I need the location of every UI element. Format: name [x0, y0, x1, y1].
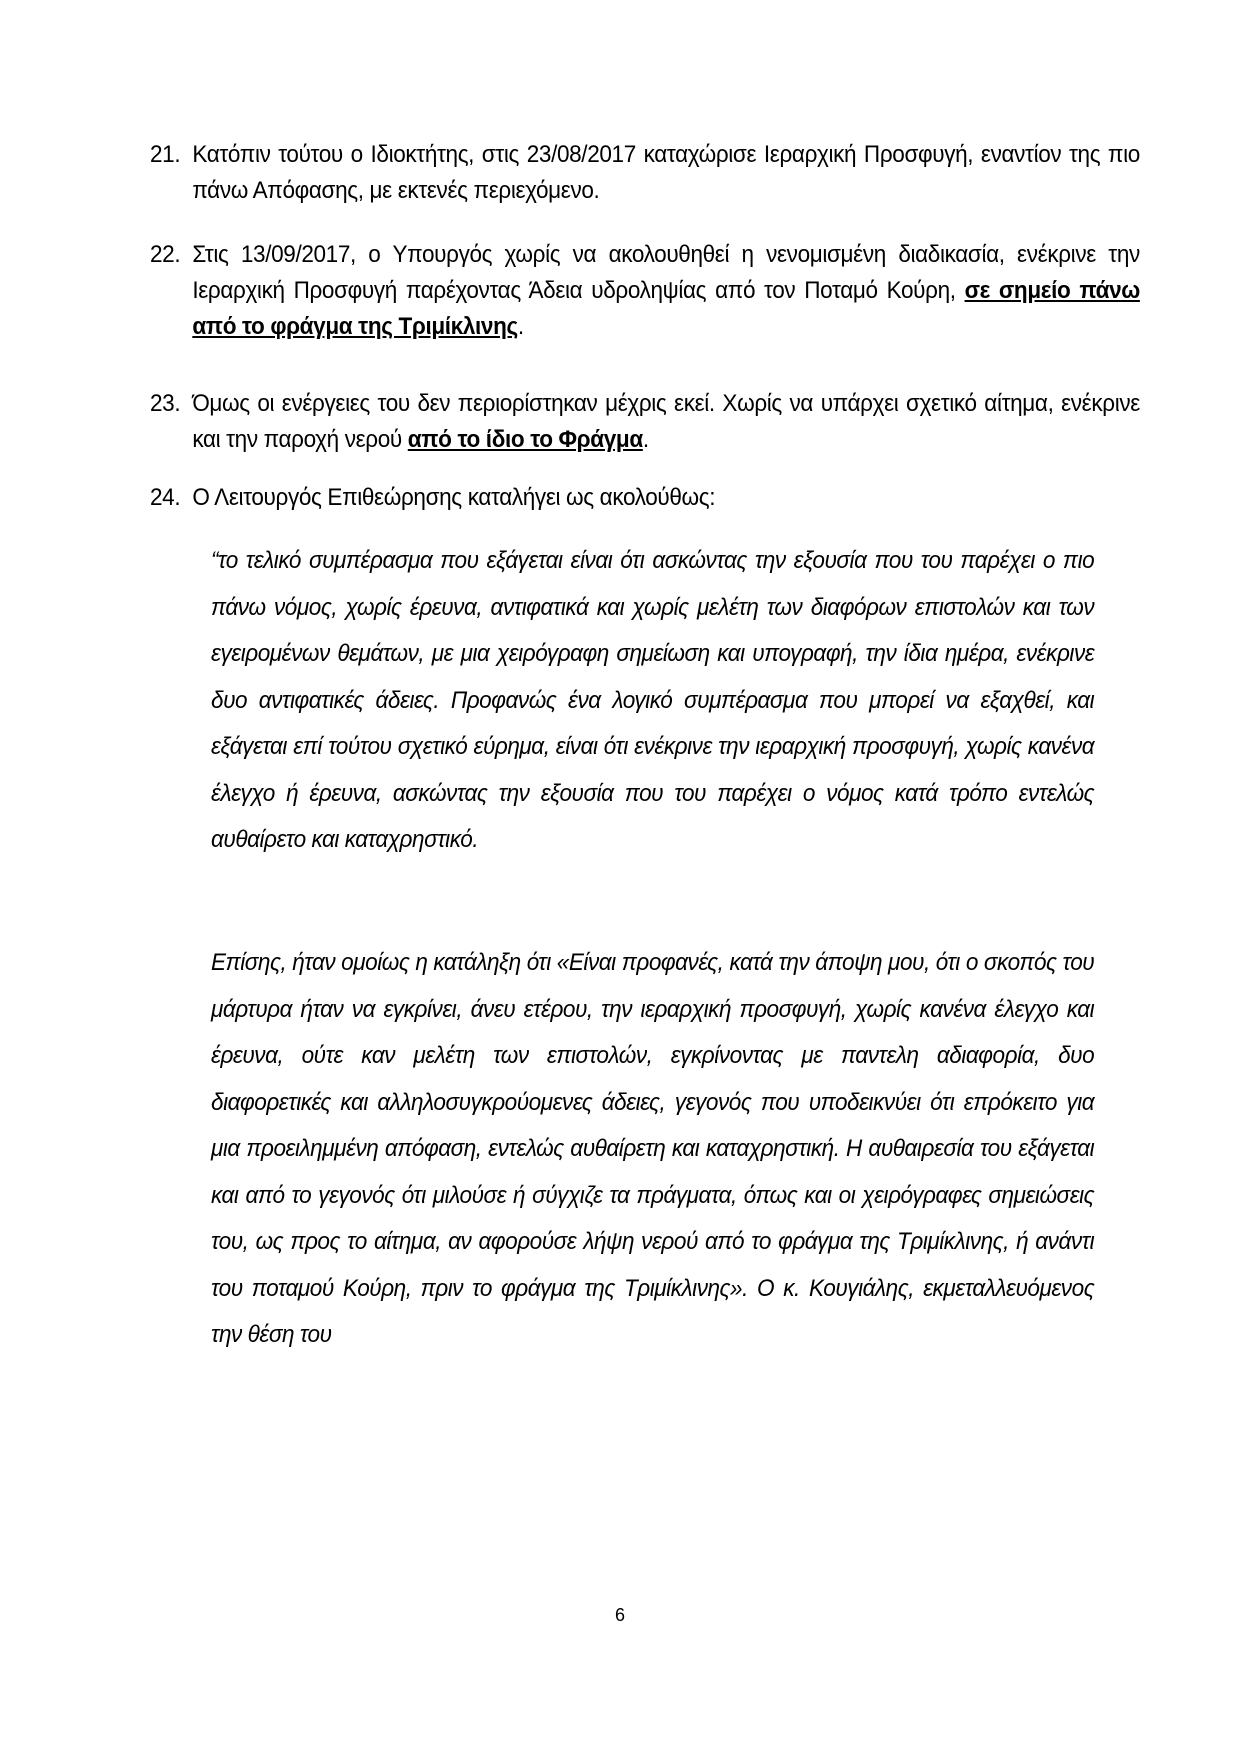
paragraph-text: Στις 13/09/2017, ο Υπουργός χωρίς να ακολουθηθεί η νενομισμένη διαδικασία, ενέκρινε την Ιεραρχική Προσφυγή παρέχοντας Άδεια υδροληψίας από τον Ποταμό Κούρη, σε σημείο πάνω από το φράγμα της Τριμίκλινης.: [192, 241, 1140, 340]
paragraph-text: Κατόπιν τούτου ο Ιδιοκτήτης, στις 23/08/2017 καταχώρισε Ιεραρχική Προσφυγή, εναντίον της πιο πάνω Απόφασης, με εκτενές περιεχόμενο.: [192, 141, 1140, 204]
quote-paragraph-1: “το τελικό συμπέρασμα που εξάγεται είναι ότι ασκώντας την εξουσία που του παρέχει ο πιο πάνω νόμος, χωρίς έρευνα, αντιφατικά και χωρίς μελέτη των διαφόρων επιστολών και των εγειρομένων θεμάτων, με μια χειρόγραφη σημείωση και υπογραφή, την ίδια ημέρα, ενέκρινε δυο αντιφατικές άδειες. Προφανώς ένα λογικό συμπέρασμα που μπορεί να εξαχθεί, και εξάγεται επί τούτου σχετικό εύρημα, είναι ότι ενέκρινε την ιεραρχική προσφυγή, χωρίς κανένα έλεγχο ή έρευνα, ασκώντας την εξουσία που του παρέχει ο νόμος κατά τρόπο εντελώς αυθαίρετο και καταχρηστικό.: [211, 547, 1095, 853]
block-quote: [211, 538, 1094, 864]
numbered-paragraph-22: [150, 237, 1140, 345]
page-number: 6: [614, 1605, 625, 1625]
paragraph-number: 24.: [150, 484, 181, 511]
emphasized-text: σε σημείο πάνω από το φράγμα της Τριμίκλινης: [192, 277, 1140, 340]
paragraph-number: 21.: [150, 141, 181, 168]
paragraph-number: 22.: [150, 241, 181, 268]
emphasized-text: από το ίδιο το Φράγμα: [407, 426, 643, 453]
paragraph-text: Ο Λειτουργός Επιθεώρησης καταλήγει ως ακολούθως:: [192, 484, 716, 511]
numbered-paragraph-24: [150, 480, 1019, 516]
paragraph-text: Όμως οι ενέργειες του δεν περιορίστηκαν μέχρις εκεί. Χωρίς να υπάρχει σχετικό αίτημα, ενέκρινε και την παροχή νερού από το ίδιο το Φράγμα.: [192, 390, 1140, 453]
block-quote-continued: [211, 940, 1094, 1359]
numbered-paragraph-21: [150, 137, 1140, 209]
quote-paragraph-2: Επίσης, ήταν ομοίως η κατάληξη ότι «Είναι προφανές, κατά την άποψη μου, ότι ο σκοπός του μάρτυρα ήταν να εγκρίνει, άνευ ετέρου, την ιεραρχική προσφυγή, χωρίς κανένα έλεγχο και έρευνα, ούτε καν μελέτη των επιστολών, εγκρίνοντας με παντελη αδιαφορία, δυο διαφορετικές και αλληλοσυγκρούομενες άδειες, γεγονός που υποδεικνύει ότι επρόκειτο για μια προειλημμένη απόφαση, εντελώς αυθαίρετη και καταχρηστική. Η αυθαιρεσία του εξάγεται και από το γεγονός ότι μιλούσε ή σύγχιζε τα πράγματα, όπως και οι χειρόγραφες σημειώσεις του, ως προς το αίτημα, αν αφορούσε λήψη νερού από το φράγμα της Τριμίκλινης, ή ανάντι του ποταμού Κούρη, πριν το φράγμα της Τριμίκλινης». Ο κ. Κουγιάλης, εκμεταλλευόμενος την θέση του: [211, 949, 1095, 1348]
paragraph-number: 23.: [150, 390, 181, 417]
numbered-paragraph-23: [150, 386, 1140, 458]
